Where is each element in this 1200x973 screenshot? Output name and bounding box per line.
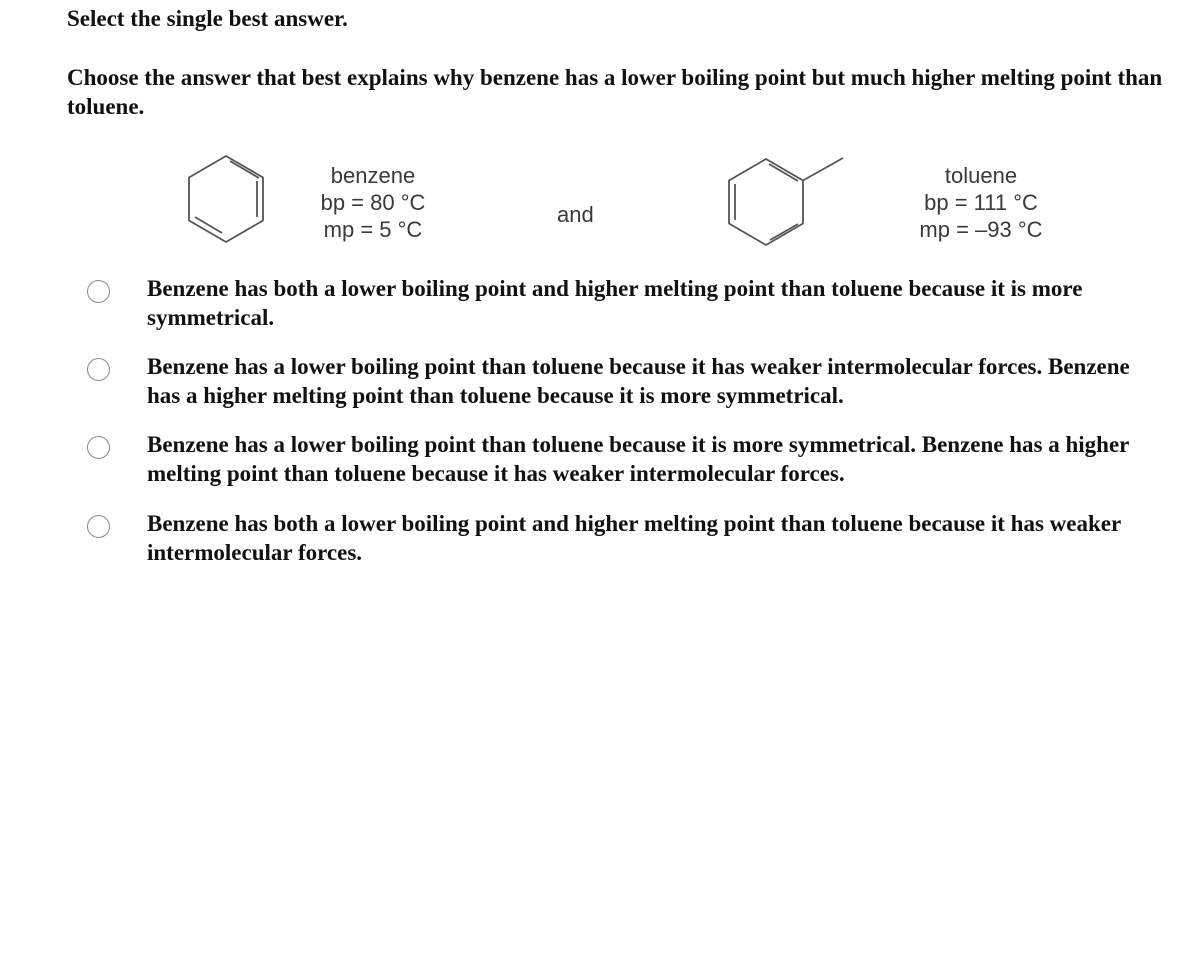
toluene-boiling-point: bp = 111 °C xyxy=(924,190,1038,215)
toluene-label-block xyxy=(908,162,1054,243)
answer-option-2[interactable] xyxy=(86,352,1186,412)
toluene-melting-point: mp = –93 °C xyxy=(919,217,1043,242)
answer-option-3-text: Benzene has a lower boiling point than toluene because it is more symmetrical. Benzene has a higher melting point than toluene because it has weaker intermolecular forces. xyxy=(147,432,1129,486)
and-connector: and xyxy=(557,202,594,227)
answer-option-1-text: Benzene has both a lower boiling point and higher melting point than toluene because it is more symmetrical. xyxy=(147,276,1083,330)
question-text: Choose the answer that best explains why benzene has a lower boiling point but much higher melting point than toluene. xyxy=(67,65,1163,119)
answer-option-4-text: Benzene has both a lower boiling point and higher melting point than toluene because it has weaker intermolecular forces. xyxy=(147,511,1121,565)
molecule-figure xyxy=(0,0,1200,260)
answer-option-2-text: Benzene has a lower boiling point than toluene because it has weaker intermolecular forces. Benzene has a higher melting point than toluene because it is more symmetrical. xyxy=(147,354,1130,408)
toluene-name: toluene xyxy=(944,163,1018,188)
benzene-boiling-point: bp = 80 °C xyxy=(320,190,426,215)
benzene-melting-point: mp = 5 °C xyxy=(323,217,423,242)
radio-button-1[interactable] xyxy=(87,280,110,303)
radio-button-2[interactable] xyxy=(87,358,110,381)
toluene-structure xyxy=(729,158,843,245)
answer-option-3[interactable] xyxy=(86,430,1186,490)
structure-drawing xyxy=(0,0,1200,260)
benzene-name: benzene xyxy=(330,163,416,188)
radio-button-3[interactable] xyxy=(87,436,110,459)
instruction-text: Select the single best answer. xyxy=(67,6,348,31)
radio-button-4[interactable] xyxy=(87,515,110,538)
benzene-label-block xyxy=(312,162,434,243)
answer-option-1[interactable] xyxy=(86,274,1186,334)
answer-option-4[interactable] xyxy=(86,509,1186,569)
benzene-structure xyxy=(189,156,263,242)
